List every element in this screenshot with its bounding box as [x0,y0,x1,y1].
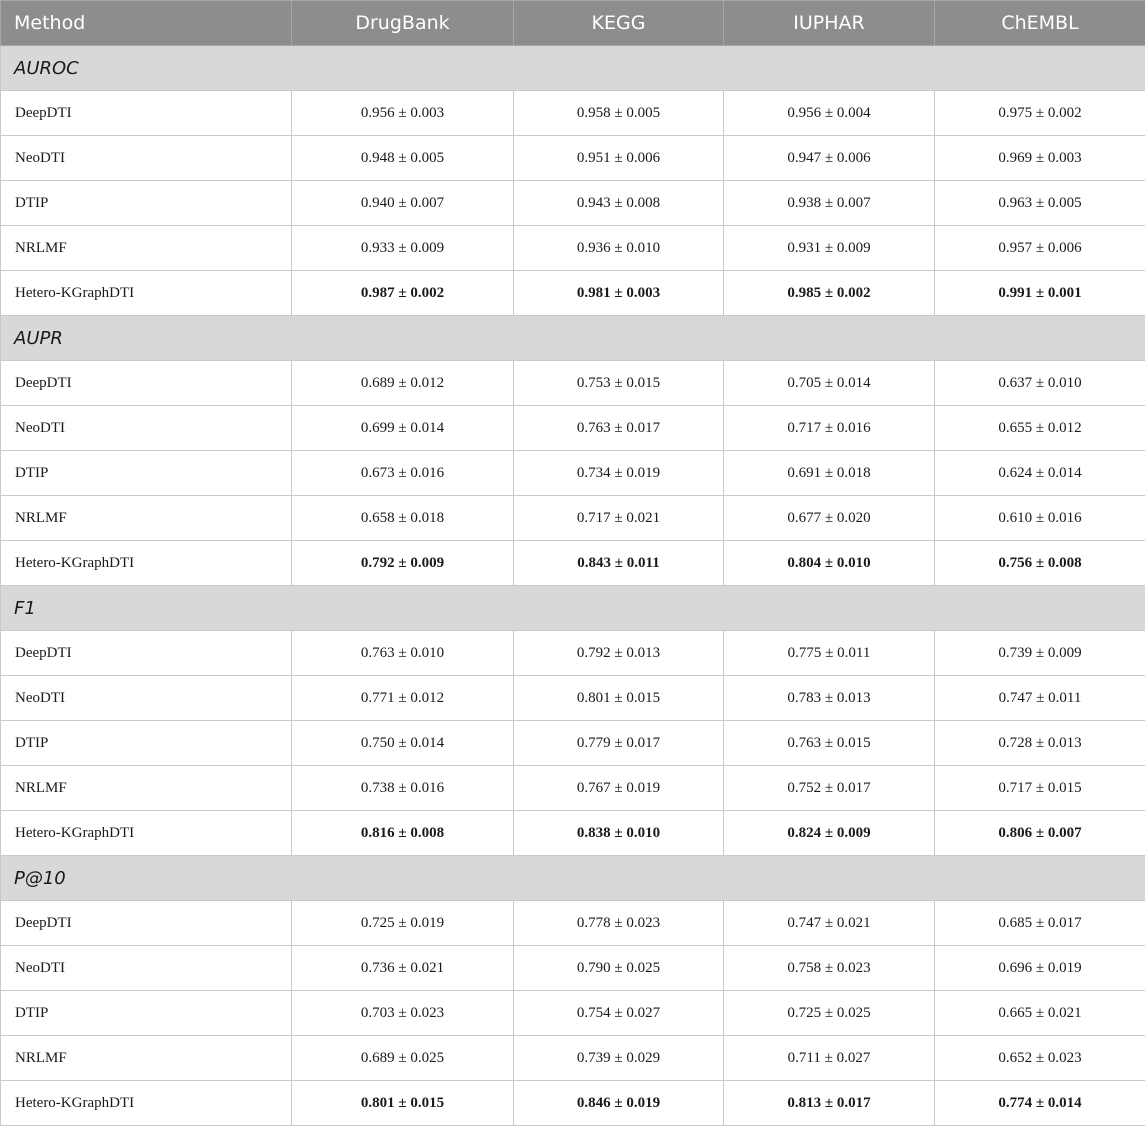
value-cell-iuphar: 0.677 ± 0.020 [724,496,935,541]
value-cell-kegg: 0.717 ± 0.021 [514,496,724,541]
value-cell-kegg: 0.739 ± 0.029 [514,1036,724,1081]
value-cell-kegg: 0.778 ± 0.023 [514,901,724,946]
table-row [1,136,1145,181]
method-cell: DTIP [1,721,292,766]
table-row [1,361,1145,406]
value-cell-kegg: 0.779 ± 0.017 [514,721,724,766]
section-title: F1 [1,586,1145,631]
table-row [1,91,1145,136]
value-cell-drugbank: 0.933 ± 0.009 [292,226,514,271]
value-cell-chembl: 0.685 ± 0.017 [935,901,1145,946]
section-title: AUROC [1,46,1145,91]
section-row [1,46,1145,91]
section-row [1,316,1145,361]
header-kegg: KEGG [514,1,724,46]
value-cell-drugbank: 0.801 ± 0.015 [292,1081,514,1126]
method-cell: DTIP [1,181,292,226]
method-cell: NeoDTI [1,946,292,991]
value-cell-kegg: 0.763 ± 0.017 [514,406,724,451]
value-cell-kegg: 0.951 ± 0.006 [514,136,724,181]
value-cell-kegg: 0.943 ± 0.008 [514,181,724,226]
method-cell: NRLMF [1,1036,292,1081]
value-cell-iuphar: 0.747 ± 0.021 [724,901,935,946]
value-cell-kegg: 0.958 ± 0.005 [514,91,724,136]
value-cell-chembl: 0.655 ± 0.012 [935,406,1145,451]
value-cell-drugbank: 0.673 ± 0.016 [292,451,514,496]
value-cell-drugbank: 0.956 ± 0.003 [292,91,514,136]
header-row [1,1,1145,46]
value-cell-chembl: 0.696 ± 0.019 [935,946,1145,991]
value-cell-iuphar: 0.956 ± 0.004 [724,91,935,136]
header-method: Method [1,1,292,46]
value-cell-chembl: 0.969 ± 0.003 [935,136,1145,181]
table-row [1,1036,1145,1081]
value-cell-chembl: 0.665 ± 0.021 [935,991,1145,1036]
value-cell-drugbank: 0.736 ± 0.021 [292,946,514,991]
value-cell-kegg: 0.790 ± 0.025 [514,946,724,991]
value-cell-drugbank: 0.940 ± 0.007 [292,181,514,226]
method-cell: DeepDTI [1,361,292,406]
value-cell-kegg: 0.792 ± 0.013 [514,631,724,676]
section-row [1,856,1145,901]
value-cell-drugbank: 0.792 ± 0.009 [292,541,514,586]
table-row [1,451,1145,496]
value-cell-iuphar: 0.985 ± 0.002 [724,271,935,316]
value-cell-chembl: 0.806 ± 0.007 [935,811,1145,856]
value-cell-drugbank: 0.738 ± 0.016 [292,766,514,811]
value-cell-iuphar: 0.775 ± 0.011 [724,631,935,676]
method-cell: NRLMF [1,766,292,811]
value-cell-drugbank: 0.725 ± 0.019 [292,901,514,946]
table-row [1,271,1145,316]
value-cell-chembl: 0.747 ± 0.011 [935,676,1145,721]
method-cell: DeepDTI [1,901,292,946]
method-cell: Hetero-KGraphDTI [1,271,292,316]
value-cell-chembl: 0.756 ± 0.008 [935,541,1145,586]
value-cell-drugbank: 0.771 ± 0.012 [292,676,514,721]
table-body [1,46,1145,1126]
method-cell: NRLMF [1,496,292,541]
table-row [1,991,1145,1036]
method-cell: Hetero-KGraphDTI [1,1081,292,1126]
value-cell-chembl: 0.975 ± 0.002 [935,91,1145,136]
table-row [1,946,1145,991]
table-row [1,901,1145,946]
method-cell: DTIP [1,451,292,496]
value-cell-chembl: 0.624 ± 0.014 [935,451,1145,496]
value-cell-chembl: 0.728 ± 0.013 [935,721,1145,766]
table-row [1,541,1145,586]
value-cell-kegg: 0.936 ± 0.010 [514,226,724,271]
value-cell-chembl: 0.957 ± 0.006 [935,226,1145,271]
value-cell-kegg: 0.754 ± 0.027 [514,991,724,1036]
value-cell-drugbank: 0.658 ± 0.018 [292,496,514,541]
value-cell-kegg: 0.753 ± 0.015 [514,361,724,406]
method-cell: DeepDTI [1,91,292,136]
section-title: AUPR [1,316,1145,361]
value-cell-kegg: 0.843 ± 0.011 [514,541,724,586]
value-cell-iuphar: 0.725 ± 0.025 [724,991,935,1036]
value-cell-chembl: 0.717 ± 0.015 [935,766,1145,811]
table-row [1,721,1145,766]
section-title: P@10 [1,856,1145,901]
table-row [1,766,1145,811]
table-row [1,181,1145,226]
value-cell-chembl: 0.652 ± 0.023 [935,1036,1145,1081]
value-cell-chembl: 0.739 ± 0.009 [935,631,1145,676]
method-cell: Hetero-KGraphDTI [1,541,292,586]
value-cell-iuphar: 0.783 ± 0.013 [724,676,935,721]
table-row [1,676,1145,721]
value-cell-chembl: 0.963 ± 0.005 [935,181,1145,226]
table-row [1,496,1145,541]
table-row [1,226,1145,271]
method-cell: DeepDTI [1,631,292,676]
value-cell-iuphar: 0.938 ± 0.007 [724,181,935,226]
value-cell-kegg: 0.981 ± 0.003 [514,271,724,316]
value-cell-kegg: 0.801 ± 0.015 [514,676,724,721]
method-cell: NeoDTI [1,406,292,451]
header-drugbank: DrugBank [292,1,514,46]
value-cell-drugbank: 0.948 ± 0.005 [292,136,514,181]
value-cell-iuphar: 0.763 ± 0.015 [724,721,935,766]
table-row [1,406,1145,451]
value-cell-drugbank: 0.699 ± 0.014 [292,406,514,451]
value-cell-chembl: 0.610 ± 0.016 [935,496,1145,541]
section-row [1,586,1145,631]
value-cell-drugbank: 0.763 ± 0.010 [292,631,514,676]
value-cell-drugbank: 0.689 ± 0.012 [292,361,514,406]
value-cell-kegg: 0.767 ± 0.019 [514,766,724,811]
value-cell-iuphar: 0.804 ± 0.010 [724,541,935,586]
value-cell-kegg: 0.838 ± 0.010 [514,811,724,856]
header-chembl: ChEMBL [935,1,1145,46]
value-cell-chembl: 0.991 ± 0.001 [935,271,1145,316]
value-cell-drugbank: 0.750 ± 0.014 [292,721,514,766]
value-cell-iuphar: 0.824 ± 0.009 [724,811,935,856]
value-cell-drugbank: 0.689 ± 0.025 [292,1036,514,1081]
method-cell: Hetero-KGraphDTI [1,811,292,856]
value-cell-chembl: 0.637 ± 0.010 [935,361,1145,406]
value-cell-chembl: 0.774 ± 0.014 [935,1081,1145,1126]
value-cell-iuphar: 0.711 ± 0.027 [724,1036,935,1081]
table-row [1,631,1145,676]
value-cell-iuphar: 0.947 ± 0.006 [724,136,935,181]
method-cell: NeoDTI [1,136,292,181]
method-cell: NeoDTI [1,676,292,721]
value-cell-iuphar: 0.813 ± 0.017 [724,1081,935,1126]
value-cell-kegg: 0.846 ± 0.019 [514,1081,724,1126]
method-cell: DTIP [1,991,292,1036]
value-cell-iuphar: 0.691 ± 0.018 [724,451,935,496]
value-cell-iuphar: 0.931 ± 0.009 [724,226,935,271]
value-cell-iuphar: 0.717 ± 0.016 [724,406,935,451]
header-iuphar: IUPHAR [724,1,935,46]
value-cell-drugbank: 0.987 ± 0.002 [292,271,514,316]
value-cell-drugbank: 0.816 ± 0.008 [292,811,514,856]
value-cell-kegg: 0.734 ± 0.019 [514,451,724,496]
value-cell-drugbank: 0.703 ± 0.023 [292,991,514,1036]
value-cell-iuphar: 0.758 ± 0.023 [724,946,935,991]
table-row [1,1081,1145,1126]
value-cell-iuphar: 0.752 ± 0.017 [724,766,935,811]
table-row [1,811,1145,856]
value-cell-iuphar: 0.705 ± 0.014 [724,361,935,406]
method-cell: NRLMF [1,226,292,271]
